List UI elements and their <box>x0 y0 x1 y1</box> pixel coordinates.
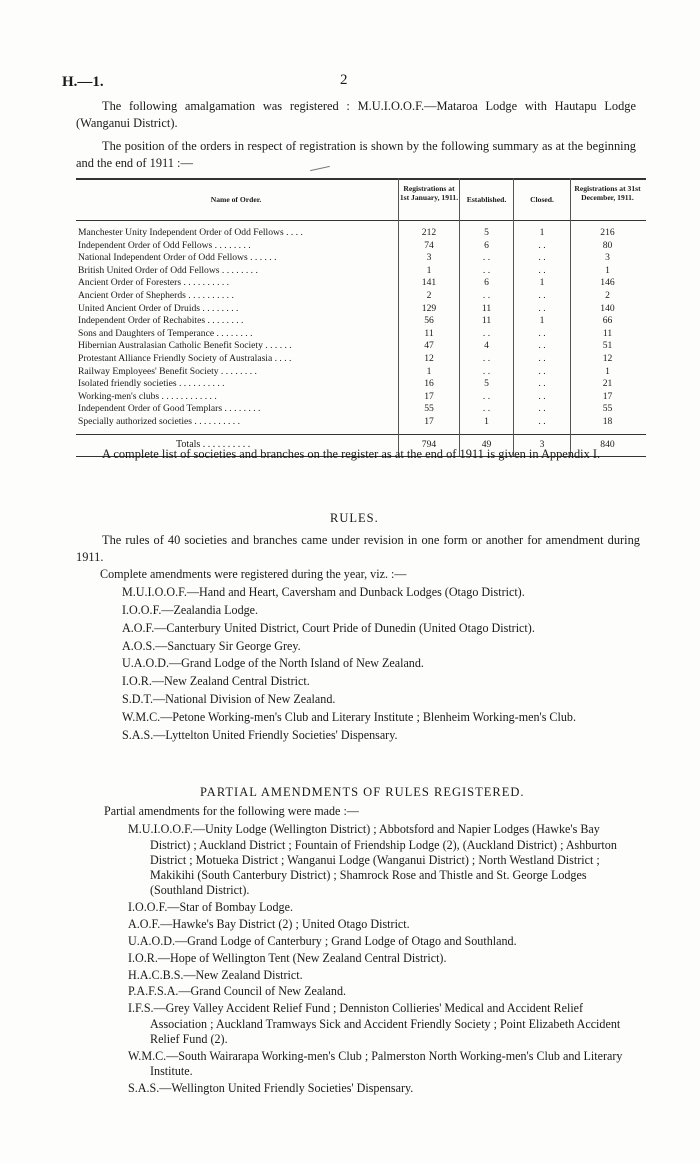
appendix-note <box>76 446 640 463</box>
registrations-start: 3 <box>426 252 432 264</box>
registrations-end: 146 <box>600 277 615 289</box>
registrations-end: 55 <box>602 403 613 415</box>
totals-reg-end: 840 <box>600 439 615 450</box>
registrations-start: 1 <box>426 264 432 276</box>
closed-count: . . <box>538 239 546 251</box>
order-name: Railway Employees' Benefit Society . . . . . . . . <box>78 365 257 377</box>
order-name: National Independent Order of Odd Fellows . . . . . . <box>78 252 277 264</box>
partial-amendments-lead: Partial amendments for the following were made :— <box>104 804 359 818</box>
established-count: 5 <box>484 378 489 390</box>
list-item: H.A.C.B.S.—New Zealand District. <box>128 967 303 982</box>
established-count: 5 <box>484 227 489 238</box>
registrations-end: 51 <box>602 340 613 352</box>
registrations-end: 12 <box>602 353 613 364</box>
header-registrations-end: Registrations at 31st December, 1911. <box>574 184 641 202</box>
registrations-end: 216 <box>600 227 615 238</box>
registrations-end: 140 <box>600 302 615 314</box>
established-count: . . <box>482 252 491 264</box>
table-row <box>76 253 646 263</box>
registrations-start: 11 <box>424 327 434 339</box>
registrations-start: 17 <box>424 390 434 402</box>
closed-count: 1 <box>539 227 545 238</box>
table-row <box>76 404 646 414</box>
list-item: I.O.R.—Hope of Wellington Tent (New Zealand Central District). <box>128 950 447 965</box>
order-name: Specially authorized societies . . . . . . . . . . <box>78 416 240 427</box>
table-row <box>76 379 646 389</box>
totals-closed: 3 <box>539 439 545 450</box>
totals-reg-start: 794 <box>421 439 437 450</box>
list-item: I.O.O.F.—Zealandia Lodge. <box>122 603 259 618</box>
table-row <box>76 417 646 427</box>
established-count: 11 <box>481 302 492 314</box>
established-count: . . <box>482 365 491 377</box>
established-count: . . <box>482 353 491 364</box>
amalgamation-paragraph <box>76 98 636 132</box>
appendix-note-text: A complete list of societies and branches on the register as at the end of 1911 is given in Appendix I. <box>102 447 601 461</box>
header-established: Established. <box>466 195 507 204</box>
amalgamation-text: The following amalgamation was registered : M.U.I.O.O.F.—Mataroa Lodge with Hautapu Lodge (Wanganui District). <box>76 99 636 130</box>
table-row <box>76 291 646 301</box>
established-count: 6 <box>484 277 489 289</box>
list-item: I.O.R.—New Zealand Central District. <box>122 674 310 689</box>
table-row <box>76 367 646 377</box>
list-item: M.U.I.O.O.F.—Hand and Heart, Caversham and Dunback Lodges (Otago District). <box>122 585 525 600</box>
list-item: U.A.O.D.—Grand Lodge of the North Island of New Zealand. <box>122 656 424 671</box>
registrations-end: 1 <box>605 264 610 276</box>
closed-count: . . <box>538 340 546 352</box>
list-item: S.A.S.—Wellington United Friendly Societies' Dispensary. <box>128 1080 414 1095</box>
order-name: Manchester Unity Independent Order of Odd Fellows . . . . <box>78 227 303 238</box>
registrations-start: 55 <box>424 403 434 415</box>
rules-intro-text: The rules of 40 societies and branches came under revision in one form or another for amendment during 1911. <box>76 533 640 564</box>
registrations-end: 18 <box>602 416 613 427</box>
order-name: Isolated friendly societies . . . . . . . . . . <box>78 378 225 390</box>
registrations-start: 129 <box>421 302 437 314</box>
partial-amendments-list <box>104 803 642 1098</box>
registrations-end: 66 <box>602 315 613 327</box>
registration-summary-table <box>76 178 646 460</box>
header-registrations-start: Registrations at 1st January, 1911. <box>399 184 459 202</box>
registrations-start: 2 <box>426 290 432 301</box>
partial-amendments-heading: PARTIAL AMENDMENTS OF RULES REGISTERED. <box>200 785 525 799</box>
order-name: Independent Order of Rechabites . . . . . . . . <box>78 315 244 327</box>
closed-count: 1 <box>539 277 545 289</box>
registrations-start: 12 <box>424 353 434 364</box>
list-item: W.M.C.—Petone Working-men's Club and Literary Institute ; Blenheim Working-men's Club. <box>122 709 576 724</box>
table-row <box>76 316 646 326</box>
order-name: Sons and Daughters of Temperance . . . . . . . . <box>78 327 253 339</box>
closed-count: . . <box>538 264 546 276</box>
established-count: . . <box>482 290 491 301</box>
table-row <box>76 392 646 402</box>
list-item: A.O.F.—Canterbury United District, Court Pride of Dunedin (United Otago District). <box>122 620 535 635</box>
order-name: Working-men's clubs . . . . . . . . . . . . <box>78 390 217 402</box>
registrations-end: 3 <box>605 252 610 264</box>
list-item: U.A.O.D.—Grand Lodge of Canterbury ; Grand Lodge of Otago and Southland. <box>128 933 517 948</box>
list-item: A.O.F.—Hawke's Bay District (2) ; United Otago District. <box>128 916 410 931</box>
registrations-start: 16 <box>424 378 434 390</box>
complete-amendments-list <box>100 566 642 744</box>
registrations-end: 11 <box>602 327 613 339</box>
registrations-start: 1 <box>426 365 432 377</box>
page-number: 2 <box>340 72 348 88</box>
header-closed: Closed. <box>530 195 554 204</box>
totals-label: Totals . . . . . . . . . . <box>176 439 251 450</box>
closed-count: . . <box>538 416 546 427</box>
registrations-start: 56 <box>424 315 434 327</box>
closed-count: . . <box>538 290 546 301</box>
registrations-end: 1 <box>605 365 610 377</box>
order-name: Independent Order of Odd Fellows . . . . . . . . <box>78 239 251 251</box>
list-item: A.O.S.—Sanctuary Sir George Grey. <box>122 638 301 653</box>
list-item: P.A.F.S.A.—Grand Council of New Zealand. <box>128 984 347 999</box>
list-item: W.M.C.—South Wairarapa Working-men's Club ; Palmerston North Working-men's Club and Literary Institute. <box>128 1048 623 1078</box>
registrations-start: 17 <box>424 416 434 427</box>
order-name: Ancient Order of Foresters . . . . . . . . . . <box>78 277 230 289</box>
table-row <box>76 304 646 314</box>
table-row <box>76 329 646 339</box>
established-count: . . <box>482 264 491 276</box>
list-item: S.A.S.—Lyttelton United Friendly Societies' Dispensary. <box>122 727 398 742</box>
closed-count: . . <box>538 390 546 402</box>
list-item: M.U.I.O.O.F.—Unity Lodge (Wellington District) ; Abbotsford and Napier Lodges (Hawke's Bay District) ; Auckland District ; Fountain of Friendship Lodge (2), (Auckland District) ; Ashburton District ; Motueka District ; Wanganui Lodge (Wanganui District) ; North Westland District ; Makikihi (South Canterbury District) ; Shamrock Rose and Thistle and St. George Lodges (Southland District). <box>128 822 617 898</box>
registrations-start: 141 <box>421 277 437 289</box>
closed-count: . . <box>538 353 546 364</box>
header-name-of-order: Name of Order. <box>210 195 262 204</box>
established-count: . . <box>482 390 491 402</box>
list-item: I.F.S.—Grey Valley Accident Relief Fund ; Denniston Collieries' Medical and Accident Relief Association ; Auckland Tramways Sick and Accident Friendly Society ; Point Elizabeth Accident Relief Fund (2). <box>128 1001 621 1046</box>
closed-count: . . <box>538 365 546 377</box>
closed-count: . . <box>538 378 546 390</box>
table-row <box>76 278 646 288</box>
order-name: United Ancient Order of Druids . . . . . . . . <box>78 302 239 314</box>
rules-heading: RULES. <box>330 511 379 525</box>
position-paragraph <box>76 138 636 172</box>
established-count: 6 <box>484 239 489 251</box>
registrations-start: 47 <box>424 340 434 352</box>
table-row <box>76 341 646 351</box>
registrations-end: 17 <box>602 390 613 402</box>
closed-count: . . <box>538 403 546 415</box>
list-item: S.D.T.—National Division of New Zealand. <box>122 692 336 707</box>
registrations-end: 21 <box>602 378 613 390</box>
closed-count: . . <box>538 302 546 314</box>
table-row <box>76 241 646 251</box>
established-count: 11 <box>481 315 492 327</box>
established-count: . . <box>482 403 491 415</box>
registrations-start: 212 <box>421 227 437 238</box>
list-item: I.O.O.F.—Star of Bombay Lodge. <box>128 900 293 914</box>
established-count: 4 <box>484 340 489 352</box>
registrations-end: 80 <box>602 239 613 251</box>
table-row <box>76 228 646 238</box>
order-name: Hibernian Australasian Catholic Benefit Society . . . . . . <box>78 340 292 352</box>
registrations-start: 74 <box>424 239 434 251</box>
registrations-end: 2 <box>605 290 610 301</box>
closed-count: 1 <box>539 315 545 327</box>
complete-amendments-lead: Complete amendments were registered during the year, viz. :— <box>100 567 407 581</box>
order-name: British United Order of Odd Fellows . . . . . . . . <box>78 264 258 276</box>
established-count: 1 <box>484 416 489 427</box>
document-code: H.—1. <box>62 74 104 90</box>
established-count: . . <box>482 327 491 339</box>
table-row <box>76 266 646 276</box>
closed-count: . . <box>538 327 546 339</box>
closed-count: . . <box>538 252 546 264</box>
totals-established: 49 <box>481 439 492 450</box>
position-text: The position of the orders in respect of registration is shown by the following summary as at the beginning and the end of 1911 :— <box>76 139 636 170</box>
rules-intro <box>76 532 640 566</box>
order-name: Protestant Alliance Friendly Society of Australasia . . . . <box>78 353 292 364</box>
order-name: Independent Order of Good Templars . . . . . . . . <box>78 403 261 415</box>
table-row <box>76 354 646 364</box>
order-name: Ancient Order of Shepherds . . . . . . . . . . <box>78 290 234 301</box>
